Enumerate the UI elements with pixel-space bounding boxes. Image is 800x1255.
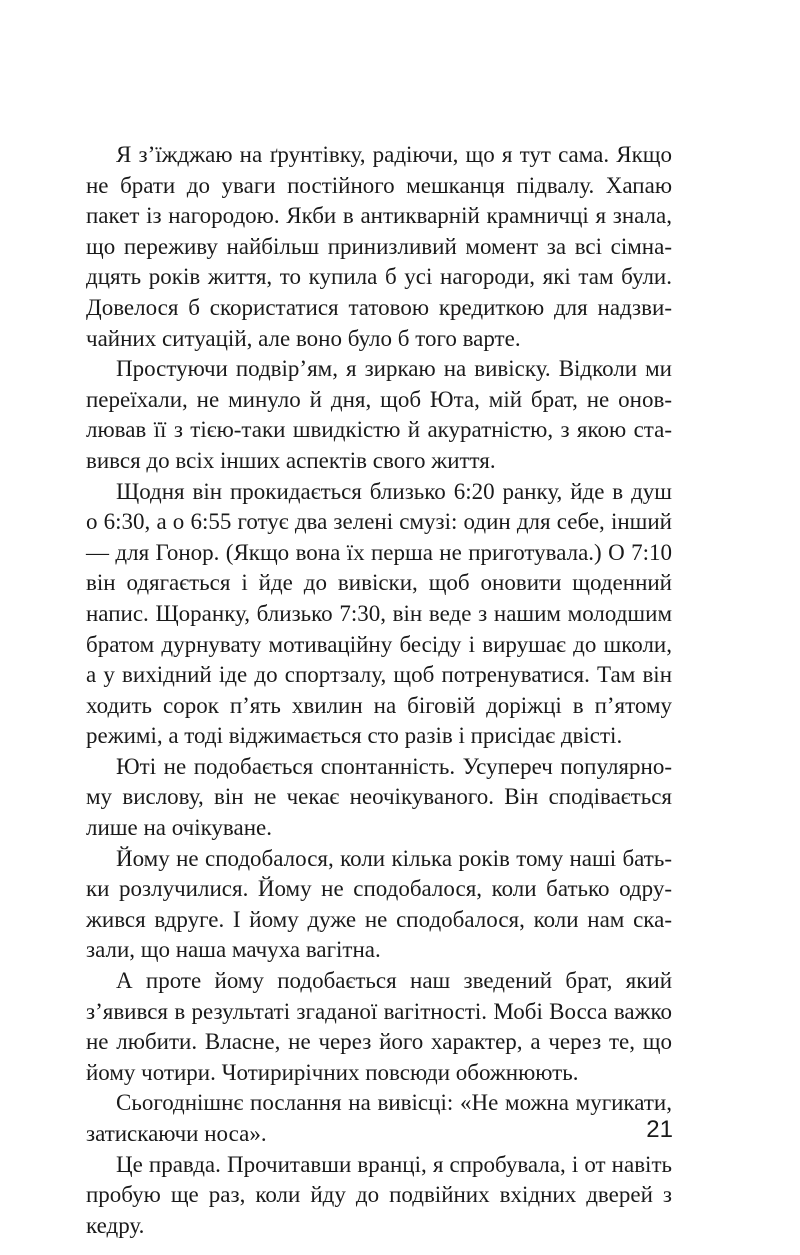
paragraph-4: Юті не подобається спонтанність. Усупереч популярному вислову, він не чекає неочікуваного. Він сподівається лише на очікуване. [86, 753, 672, 841]
paragraph-8: Це правда. Прочитавши вранці, я спробувала, і от навіть пробую ще раз, коли йду до подвійних вхідних дверей з кедру. [86, 1151, 672, 1238]
body-text [86, 140, 672, 1241]
paragraph-2: Простуючи подвір’ям, я зиркаю на вивіску. Відколи ми переїхали, не минуло й дня, щоб Юта, мій брат, не оновлював її з тією-таки швидкістю й акуратністю, з якою ставився до всіх інших аспектів свого життя. [86, 356, 672, 473]
paragraph-1: Я з’їжджаю на ґрунтівку, радіючи, що я тут сама. Якщо не брати до уваги постійного мешканця підвалу. Хапаю пакет із нагородою. Якби в антикварній крамничці я знала, що переживу найбільш принизливий момент за всі сімнадцять років життя, то купила б усі нагороди, які там були. Довелося б скористатися татовою кредиткою для надзвичайних ситуацій, але воно було б того варте. [86, 142, 672, 351]
paragraph-6: А проте йому подобається наш зведений брат, який з’явився в результаті згаданої вагітності. Мобі Восса важко не любити. Власне, не через його характер, а через те, що йому чотири. Чотирирічних повсюди обожнюють. [86, 968, 672, 1085]
paragraph-7: Сьогоднішнє послання на вивісці: «Не можна мугикати, затискаючи носа». [86, 1090, 672, 1146]
page-number: 21 [646, 1116, 673, 1143]
paragraph-3: Щодня він прокидається близько 6:20 ранку, йде в душ о 6:30, а о 6:55 готує два зелені смузі: один для себе, інший — для Гонор. (Якщо вона їх перша не приготувала.) О 7:10 він одягається і йде до вивіски, щоб оновити щоденний напис. Щоранку, близько 7:30, він веде з нашим молодшим братом дурнувату мотиваційну бесіду і вирушає до школи, а у вихідний іде до спортзалу, щоб потренуватися. Там він ходить сорок п’ять хвилин на біговій доріжці в п’ятому режимі, а тоді віджимається сто разів і присідає двісті. [86, 478, 672, 749]
paragraph-5: Йому не сподобалося, коли кілька років тому наші батьки розлучилися. Йому не сподобалося, коли батько одружився вдруге. І йому дуже не сподобалося, коли нам сказали, що наша мачуха вагітна. [86, 845, 672, 963]
